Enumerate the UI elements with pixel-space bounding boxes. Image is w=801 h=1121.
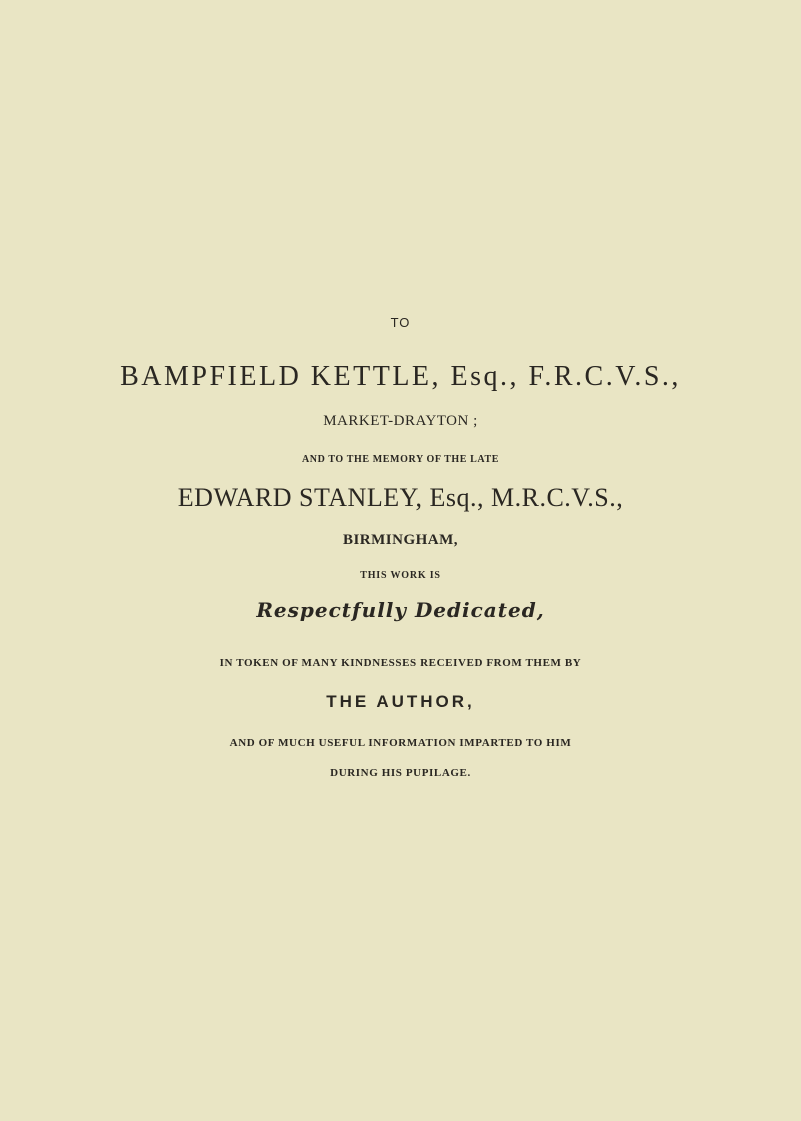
dedication-to: TO [390,315,411,330]
dedicatee-name-stanley: EDWARD STANLEY, Esq., M.R.C.V.S., [177,483,624,512]
pupilage-line: DURING HIS PUPILAGE. [330,767,471,779]
memory-line: AND TO THE MEMORY OF THE LATE [301,454,500,465]
token-line: IN TOKEN OF MANY KINDNESSES RECEIVED FROM THEM BY [219,657,582,669]
dedicatee-name-kettle: BAMPFIELD KETTLE, Esq., F.R.C.V.S., [120,361,681,392]
information-line: AND OF MUCH USEFUL INFORMATION IMPARTED TO HIM [229,737,572,749]
dedicatee-place-birmingham: BIRMINGHAM, [342,532,459,548]
respectfully-dedicated: Respectfully Dedicated, [256,598,545,622]
this-work-line: THIS WORK IS [360,570,441,581]
author-line: THE AUTHOR, [326,692,475,711]
dedicatee-place-market-drayton: MARKET-DRAYTON ; [323,413,478,429]
